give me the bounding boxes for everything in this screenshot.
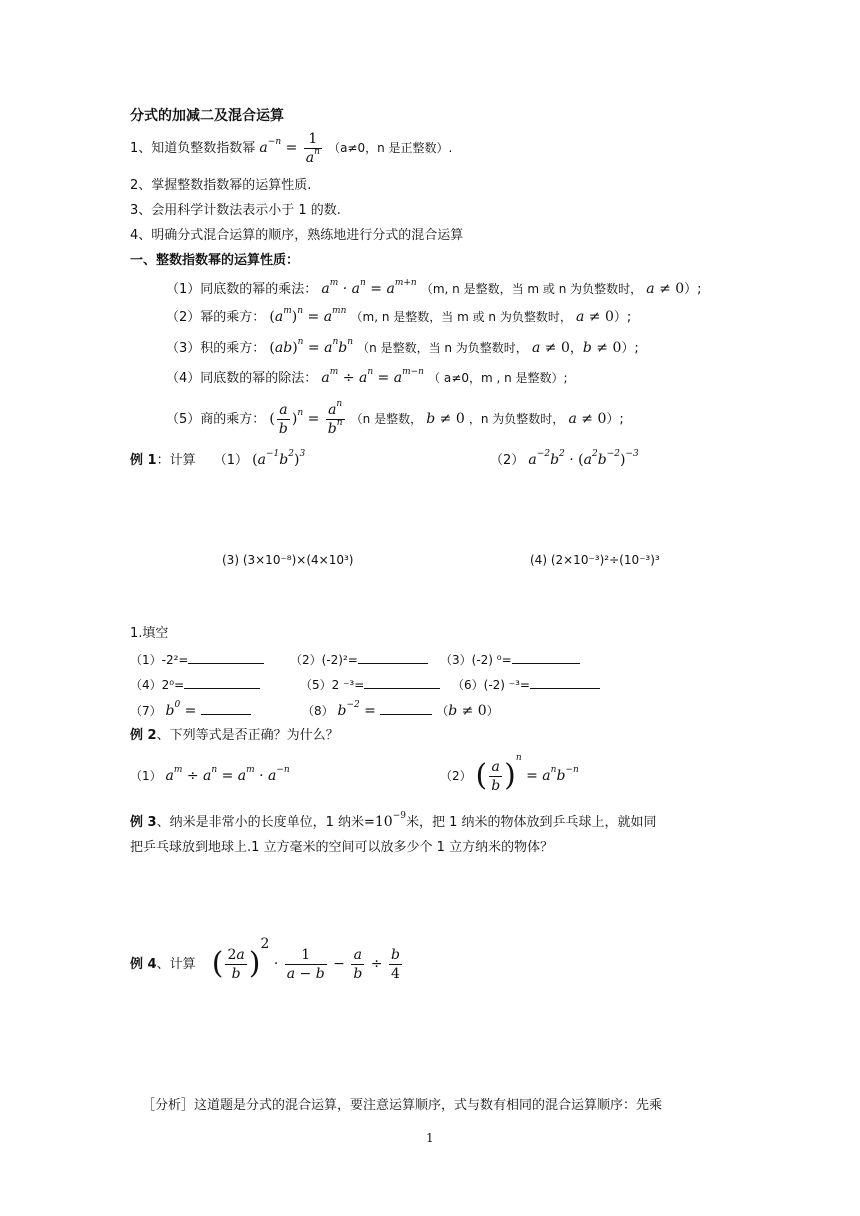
fill-item-1-label: （1）-2²= — [130, 653, 189, 667]
fill-item-3-label: （3）(-2) ⁰= — [440, 653, 512, 667]
property-2-label: （2）幂的乘方： — [166, 310, 266, 325]
example-3-label: 例 3 — [130, 815, 157, 830]
fill-item-6 — [452, 674, 600, 695]
answer-blank[interactable] — [530, 674, 600, 689]
example-4-formula: ( $\frac{2a}{b}$ )$^2$ · $\frac{1}{a - b}$ − $\frac{a}{b}$ ÷ $\frac{b}{4}$ — [211, 936, 400, 982]
fill-item-8-condition: b ≠ 0 — [448, 703, 487, 719]
property-1: （1）同底数的幂的乘法： $a^m \cdot a^n = a^{m+n}$ （m, n 是整数，当 m 或 n 为负整数时， a ≠ 0）; — [166, 278, 702, 297]
formula-quotient-power: ( $\frac{a}{b}$ )$^n$ = $\frac{a^n}{b^n}$ — [269, 398, 343, 437]
condition-a-nonzero-5: a ≠ 0 — [568, 411, 607, 427]
fill-item-7-formula: $b^0$ = — [165, 700, 201, 719]
fill-item-4 — [130, 674, 260, 695]
condition-a-nonzero-2: a ≠ 0 — [575, 309, 614, 325]
answer-blank[interactable] — [188, 649, 264, 664]
example-1-heading — [130, 450, 305, 471]
example-4-text: 、计算 — [156, 957, 196, 972]
fill-item-6-label: （6）(-2) ⁻³= — [452, 678, 530, 692]
fill-item-2 — [290, 649, 428, 670]
example-1-label: 例 1 — [130, 453, 157, 468]
example-2-heading — [130, 726, 339, 746]
example-2-q2 — [440, 750, 579, 802]
condition-b-nonzero-5: b ≠ 0 — [426, 411, 465, 427]
fill-item-1 — [130, 649, 264, 670]
formula-quotient-rule: $a^m \div a^n = a^{m-n}$ — [321, 367, 424, 386]
property-3: （3）积的乘方： $(ab)^n = a^nb^n$ （n 是整数，当 n 为负整数时， a ≠ 0，b ≠ 0）; — [166, 337, 639, 356]
property-5: （5）商的乘方： ( $\frac{a}{b}$ )$^n$ = $\frac{a^n}{b^n}$ （n 是整数， b ≠ 0 ，n 为负整数时， a ≠ 0）; — [166, 398, 624, 437]
example-4-label: 例 4 — [130, 957, 157, 972]
example-1-q1-label: （1） — [213, 453, 249, 468]
example-1-q2-label: （2） — [490, 453, 525, 468]
section-heading: 一、整数指数幂的运算性质： — [130, 253, 300, 268]
property-1-label: （1）同底数的幂的乘法： — [166, 282, 318, 297]
property-5-condition: （n 是整数， — [350, 412, 423, 426]
objective-1-suffix: （a≠0，n 是正整数）. — [328, 141, 453, 155]
example-3-text-b: 米，把 1 纳米的物体放到乒乓球上，就如同 — [405, 815, 657, 830]
objective-3: 3、会用科学计数法表示小于 1 的数. — [130, 203, 341, 218]
example-1-q1-formula: $(a^{-1}b^2)^3$ — [252, 449, 306, 468]
property-4 — [166, 368, 568, 389]
analysis-text: ［分析］这道题是分式的混合运算，要注意运算顺序，式与数有相同的混合运算顺序：先乘 — [142, 1098, 663, 1113]
fill-item-8-formula: $b^{-2}$ = — [337, 700, 381, 719]
example-3-text-a: 、纳米是非常小的长度单位，1 纳米= — [156, 815, 375, 830]
example-3-line-1 — [130, 812, 657, 833]
fill-item-2-label: （2）(-2)²= — [290, 653, 358, 667]
condition-b-nonzero: b ≠ 0 — [582, 340, 622, 356]
example-2-q1-formula: $a^m \div a^n = a^m \cdot a^{-n}$ — [165, 765, 290, 784]
example-1-text: ：计算 — [156, 453, 196, 468]
fill-item-3 — [440, 649, 580, 670]
objective-1 — [130, 128, 452, 168]
page-number: 1 — [426, 1131, 434, 1145]
fill-item-8-label: （8） — [302, 704, 334, 718]
property-5-label: （5）商的乘方： — [166, 412, 266, 427]
example-2-q1-label: （1） — [130, 769, 162, 783]
example-3-value: $10^{-9}$ — [374, 811, 406, 830]
example-2-label: 例 2 — [130, 728, 157, 743]
fill-item-5 — [300, 674, 440, 695]
answer-blank[interactable] — [358, 649, 428, 664]
property-2-condition: （m, n 是整数，当 m 或 n 为负整数时， — [350, 310, 572, 324]
fill-item-5-label: （5）2 ⁻³= — [300, 678, 365, 692]
answer-blank[interactable] — [364, 674, 440, 689]
example-3-line-2: 把乒乓球放到地球上.1 立方毫米的空间可以放多少个 1 立方纳米的物体？ — [130, 840, 554, 855]
example-1-q3: (3) (3×10⁻⁸)×(4×10³) — [222, 553, 354, 567]
property-3-label: （3）积的乘方： — [166, 341, 266, 356]
formula-power-rule: $(a^m)^n = a^{mn}$ — [269, 306, 347, 325]
fill-item-7 — [130, 700, 251, 721]
page-title: 分式的加减二及混合运算 — [130, 108, 284, 124]
objective-4: 4、明确分式混合运算的顺序，熟练地进行分式的混合运算 — [130, 228, 464, 243]
property-4-label: （4）同底数的幂的除法： — [166, 371, 318, 386]
example-2-q2-formula: ( $\frac{a}{b}$ )$^n = a^nb^{-n}$ — [475, 753, 579, 794]
example-2-q1 — [130, 766, 290, 786]
answer-blank[interactable] — [184, 674, 260, 689]
example-1-q4: (4) (2×10⁻³)²÷(10⁻³)³ — [530, 553, 660, 567]
example-1-q2 — [490, 450, 639, 471]
fill-heading: 1.填空 — [130, 626, 169, 641]
formula-product-power: $(ab)^n = a^nb^n$ — [269, 337, 354, 356]
example-4 — [130, 938, 404, 990]
objective-2: 2、掌握整数指数幂的运算性质. — [130, 178, 312, 193]
property-5-condition-2: ，n 为负整数时， — [468, 412, 565, 426]
answer-blank[interactable] — [380, 700, 432, 715]
fill-item-4-label: （4）2⁰= — [130, 678, 185, 692]
formula-negative-exponent: $a^{-n}$ = $\frac{1}{a^n}$ — [259, 130, 320, 166]
property-2: （2）幂的乘方： $(a^m)^n = a^{mn}$ （m, n 是整数，当 m 或 n 为负整数时， a ≠ 0）; — [166, 306, 632, 325]
objective-1-prefix: 1、知道负整数指数幂 — [130, 141, 256, 156]
condition-a-nonzero: a ≠ 0 — [646, 281, 685, 297]
condition-ab-nonzero: a ≠ 0 — [531, 340, 570, 356]
property-4-condition: （ a≠0，m , n 是整数）; — [428, 371, 568, 385]
fill-item-7-label: （7） — [130, 704, 162, 718]
fill-item-8: （8） $b^{-2} = (b \ne 0)$ — [302, 700, 499, 719]
property-3-condition: （n 是整数，当 n 为负整数时， — [357, 341, 528, 355]
example-2-text: 、下列等式是否正确？为什么？ — [156, 728, 339, 743]
answer-blank[interactable] — [512, 649, 580, 664]
answer-blank[interactable] — [201, 700, 251, 715]
example-2-q2-label: （2） — [440, 769, 472, 783]
formula-product-rule: $a^m \cdot a^n = a^{m+n}$ — [321, 278, 417, 297]
property-1-condition: （m, n 是整数，当 m 或 n 为负整数时， — [420, 282, 643, 296]
example-1-q2-formula: $a^{-2}b^2 \cdot (a^2b^{-2})^{-3}$ — [528, 449, 639, 468]
